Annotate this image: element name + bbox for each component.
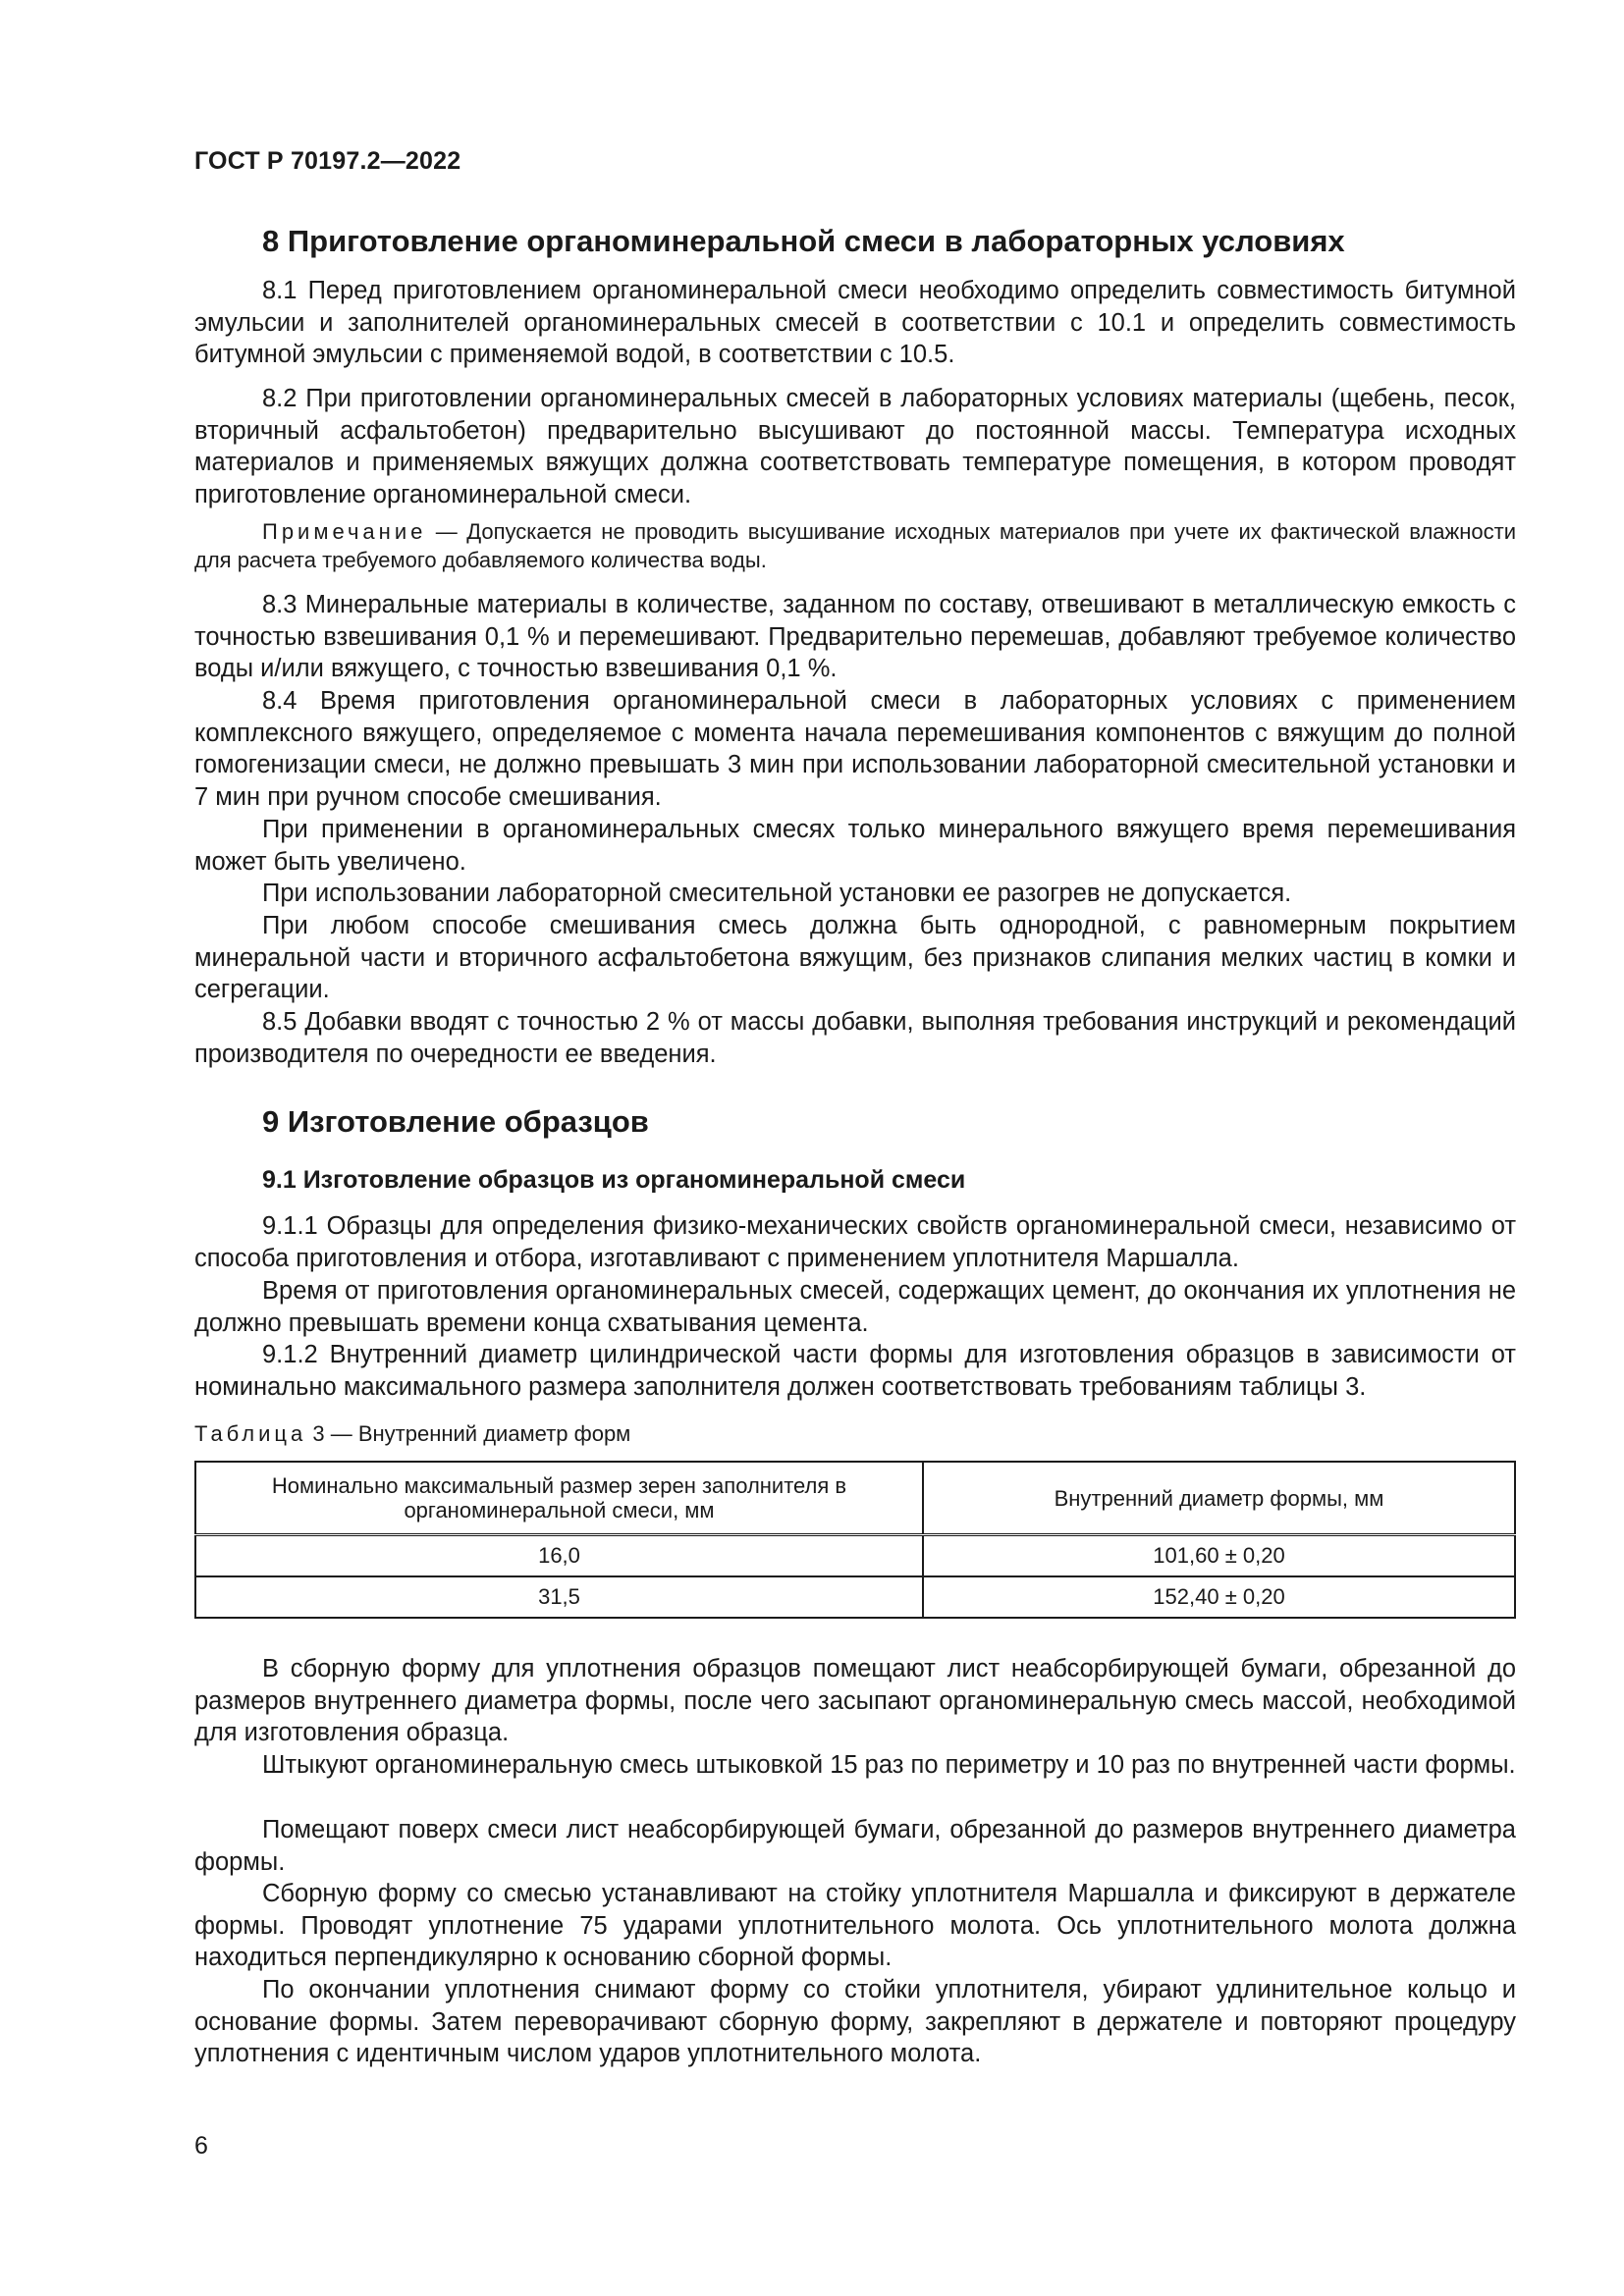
paragraph-e: По окончании уплотнения снимают форму со стойки уплотнителя, убирают удлинительное кольцо и основание формы. Затем переворачивают сборную форму, закрепляют в держателе и повторяют процедуру уплотнения с идентичным числом ударов уплотнительного молота. [194, 1976, 1516, 2067]
note [194, 517, 1516, 574]
table-header-cell: Внутренний диаметр формы, мм [923, 1462, 1515, 1535]
table-header-row [195, 1462, 1515, 1535]
section-9-title: 9 Изготовление образцов [262, 1104, 649, 1139]
table-cell: 31,5 [195, 1576, 923, 1618]
paragraph-b: Штыкуют органоминеральную смесь штыковкой 15 раз по периметру и 10 раз по внутренней части формы. [262, 1751, 1516, 1779]
paragraph-a: В сборную форму для уплотнения образцов помещают лист неабсорбирующей бумаги, обрезанной до размеров внутреннего диаметра формы, после чего засыпают органоминеральную смесь массой, необходимой для изготовления образца. [194, 1655, 1516, 1746]
table-caption-label: Таблица [194, 1421, 307, 1446]
standard-id: ГОСТ Р 70197.2—2022 [194, 147, 461, 175]
paragraph-9-1-1: 9.1.1 Образцы для определения физико-механических свойств органоминеральной смеси, независимо от способа приготовления и отбора, изготавливают с применением уплотнителя Маршалла. [194, 1212, 1516, 1272]
paragraph-8-4: 8.4 Время приготовления органоминеральной смеси в лабораторных условиях с применением комплексного вяжущего, определяемое с момента начала перемешивания компонентов с вяжущим до полной гомогенизации смеси, не должно превышать 3 мин при использовании лабораторной смесительной установки и 7 мин при ручном способе смешивания. [194, 687, 1516, 811]
paragraph-8-3: 8.3 Минеральные материалы в количестве, заданном по составу, отвешивают в металлическую емкость с точностью взвешивания 0,1 % и перемешивают. Предварительно перемешав, добавляют требуемое количество воды и/или вяжущего, с точностью взвешивания 0,1 %. [194, 591, 1516, 682]
note-label: Примечание [262, 519, 427, 544]
paragraph-8-4-c: При использовании лабораторной смесительной установки ее разогрев не допускается. [262, 880, 1292, 907]
paragraph-d: Сборную форму со смесью устанавливают на стойку уплотнителя Маршалла и фиксируют в держателе формы. Проводят уплотнение 75 ударами уплотнительного молота. Ось уплотнительного молота должна находиться перпендикулярно к основанию сборной формы. [194, 1880, 1516, 1971]
paragraph-9-1-2: 9.1.2 Внутренний диаметр цилиндрической части формы для изготовления образцов в зависимости от номинально максимального размера заполнителя должен соответствовать требованиям таблицы 3. [194, 1341, 1516, 1401]
section-8-title: 8 Приготовление органоминеральной смеси в лабораторных условиях [262, 224, 1345, 258]
page-number: 6 [194, 2132, 208, 2160]
table-cell: 16,0 [195, 1535, 923, 1577]
table-cell: 101,60 ± 0,20 [923, 1535, 1515, 1577]
paragraph-8-1: 8.1 Перед приготовлением органоминеральной смеси необходимо определить совместимость битумной эмульсии и заполнителей органоминеральных смесей в соответствии с 10.1 и определить совместимость битумной эмульсии с применяемой водой, в соответствии с 10.5. [194, 277, 1516, 368]
table-header-cell: Номинально максимальный размер зерен заполнителя в органоминеральной смеси, мм [195, 1462, 923, 1535]
paragraph-8-5: 8.5 Добавки вводят с точностью 2 % от массы добавки, выполняя требования инструкций и рекомендаций производителя по очередности ее введения. [194, 1008, 1516, 1068]
table-row [195, 1535, 1515, 1577]
table-cell: 152,40 ± 0,20 [923, 1576, 1515, 1618]
paragraph-8-2: 8.2 При приготовлении органоминеральных смесей в лабораторных условиях материалы (щебень, песок, вторичный асфальтобетон) предварительно высушивают до постоянной массы. Температура исходных материалов и применяемых вяжущих должна соответствовать температуре помещения, в котором проводят приготовление органоминеральной смеси. [194, 385, 1516, 508]
paragraph-8-4-b: При применении в органоминеральных смесях только минерального вяжущего время перемешивания может быть увеличено. [194, 816, 1516, 876]
table-caption-text: 3 — Внутренний диаметр форм [306, 1421, 631, 1446]
note-text: — Допускается не проводить высушивание исходных материалов при учете их фактической влажности для расчета требуемого добавляемого количества воды. [194, 519, 1516, 572]
table-caption [194, 1421, 630, 1447]
paragraph-9-1-1-b: Время от приготовления органоминеральных смесей, содержащих цемент, до окончания их уплотнения не должно превышать времени конца схватывания цемента. [194, 1277, 1516, 1337]
subsection-9-1-title: 9.1 Изготовление образцов из органоминеральной смеси [262, 1166, 966, 1194]
diameter-table [194, 1461, 1516, 1619]
table-row [195, 1576, 1515, 1618]
paragraph-c: Помещают поверх смеси лист неабсорбирующей бумаги, обрезанной до размеров внутреннего диаметра формы. [194, 1816, 1516, 1876]
paragraph-8-4-d: При любом способе смешивания смесь должна быть однородной, с равномерным покрытием минеральной части и вторичного асфальтобетона вяжущим, без признаков слипания мелких частиц в комки и сегрегации. [194, 912, 1516, 1003]
